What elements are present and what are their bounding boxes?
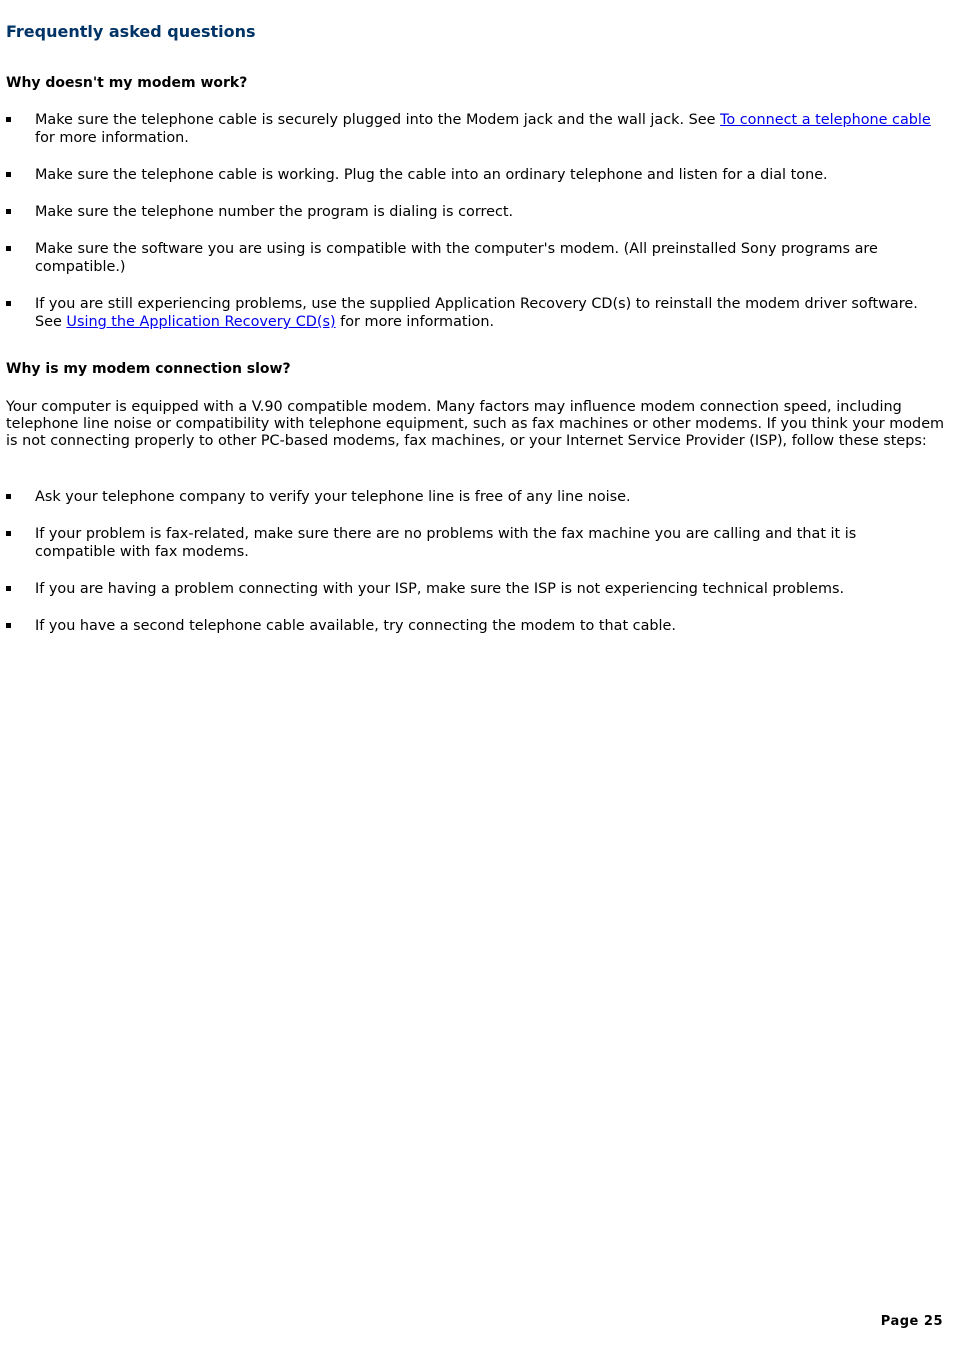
list-item-text: for more information. xyxy=(35,130,189,146)
bullet-icon xyxy=(6,172,11,177)
list-item xyxy=(0,240,940,276)
bullet-icon xyxy=(6,209,11,214)
list-item xyxy=(0,617,940,635)
slow-connection-steps-list xyxy=(0,488,940,654)
list-item-text: If your problem is fax-related, make sure there are no problems with the fax machine you are calling and that it is compatible with fax modems. xyxy=(35,526,857,560)
slow-connection-paragraph: Your computer is equipped with a V.90 compatible modem. Many factors may influence modem connection speed, including telephone line noise or compatibility with telephone equipment, such as fax machines or other modems. If you think your modem is not connecting properly to other PC-based modems, fax machines, or your Internet Service Provider (ISP), follow these steps: xyxy=(6,399,945,449)
list-item xyxy=(0,525,940,561)
list-item xyxy=(0,580,940,598)
section-heading-slow-connection: Why is my modem connection slow? xyxy=(6,361,291,377)
bullet-icon xyxy=(6,623,11,628)
connect-telephone-cable-link[interactable]: To connect a telephone cable xyxy=(720,112,931,128)
list-item xyxy=(0,203,940,221)
list-item-text: If you are having a problem connecting with your ISP, make sure the ISP is not experiencing technical problems. xyxy=(35,581,845,597)
page-title: Frequently asked questions xyxy=(6,22,256,41)
list-item-text: Make sure the software you are using is compatible with the computer's modem. (All preinstalled Sony programs are compatible.) xyxy=(35,241,878,275)
list-item xyxy=(0,166,940,184)
bullet-icon xyxy=(6,531,11,536)
list-item xyxy=(0,111,940,147)
list-item-text: Ask your telephone company to verify your telephone line is free of any line noise. xyxy=(35,489,631,505)
bullet-icon xyxy=(6,301,11,306)
application-recovery-cd-link[interactable]: Using the Application Recovery CD(s) xyxy=(66,314,336,330)
section-heading-modem-not-working: Why doesn't my modem work? xyxy=(6,75,248,91)
page-number: Page 25 xyxy=(880,1314,943,1329)
list-item xyxy=(0,295,940,331)
list-item-text: Make sure the telephone number the program is dialing is correct. xyxy=(35,204,514,220)
list-item-text: Make sure the telephone cable is working. Plug the cable into an ordinary telephone and listen for a dial tone. xyxy=(35,167,828,183)
bullet-icon xyxy=(6,494,11,499)
modem-troubleshooting-list xyxy=(0,111,940,350)
list-item-text: If you have a second telephone cable available, try connecting the modem to that cable. xyxy=(35,618,676,634)
list-item-text: for more information. xyxy=(335,314,495,330)
bullet-icon xyxy=(6,586,11,591)
bullet-icon xyxy=(6,246,11,251)
list-item-text: Make sure the telephone cable is securely plugged into the Modem jack and the wall jack. See xyxy=(35,112,721,128)
list-item xyxy=(0,488,940,506)
list-item-text: If you are still experiencing problems, use the supplied Application Recovery CD(s) to reinstall the modem driver software. See xyxy=(35,296,918,330)
bullet-icon xyxy=(6,117,11,122)
